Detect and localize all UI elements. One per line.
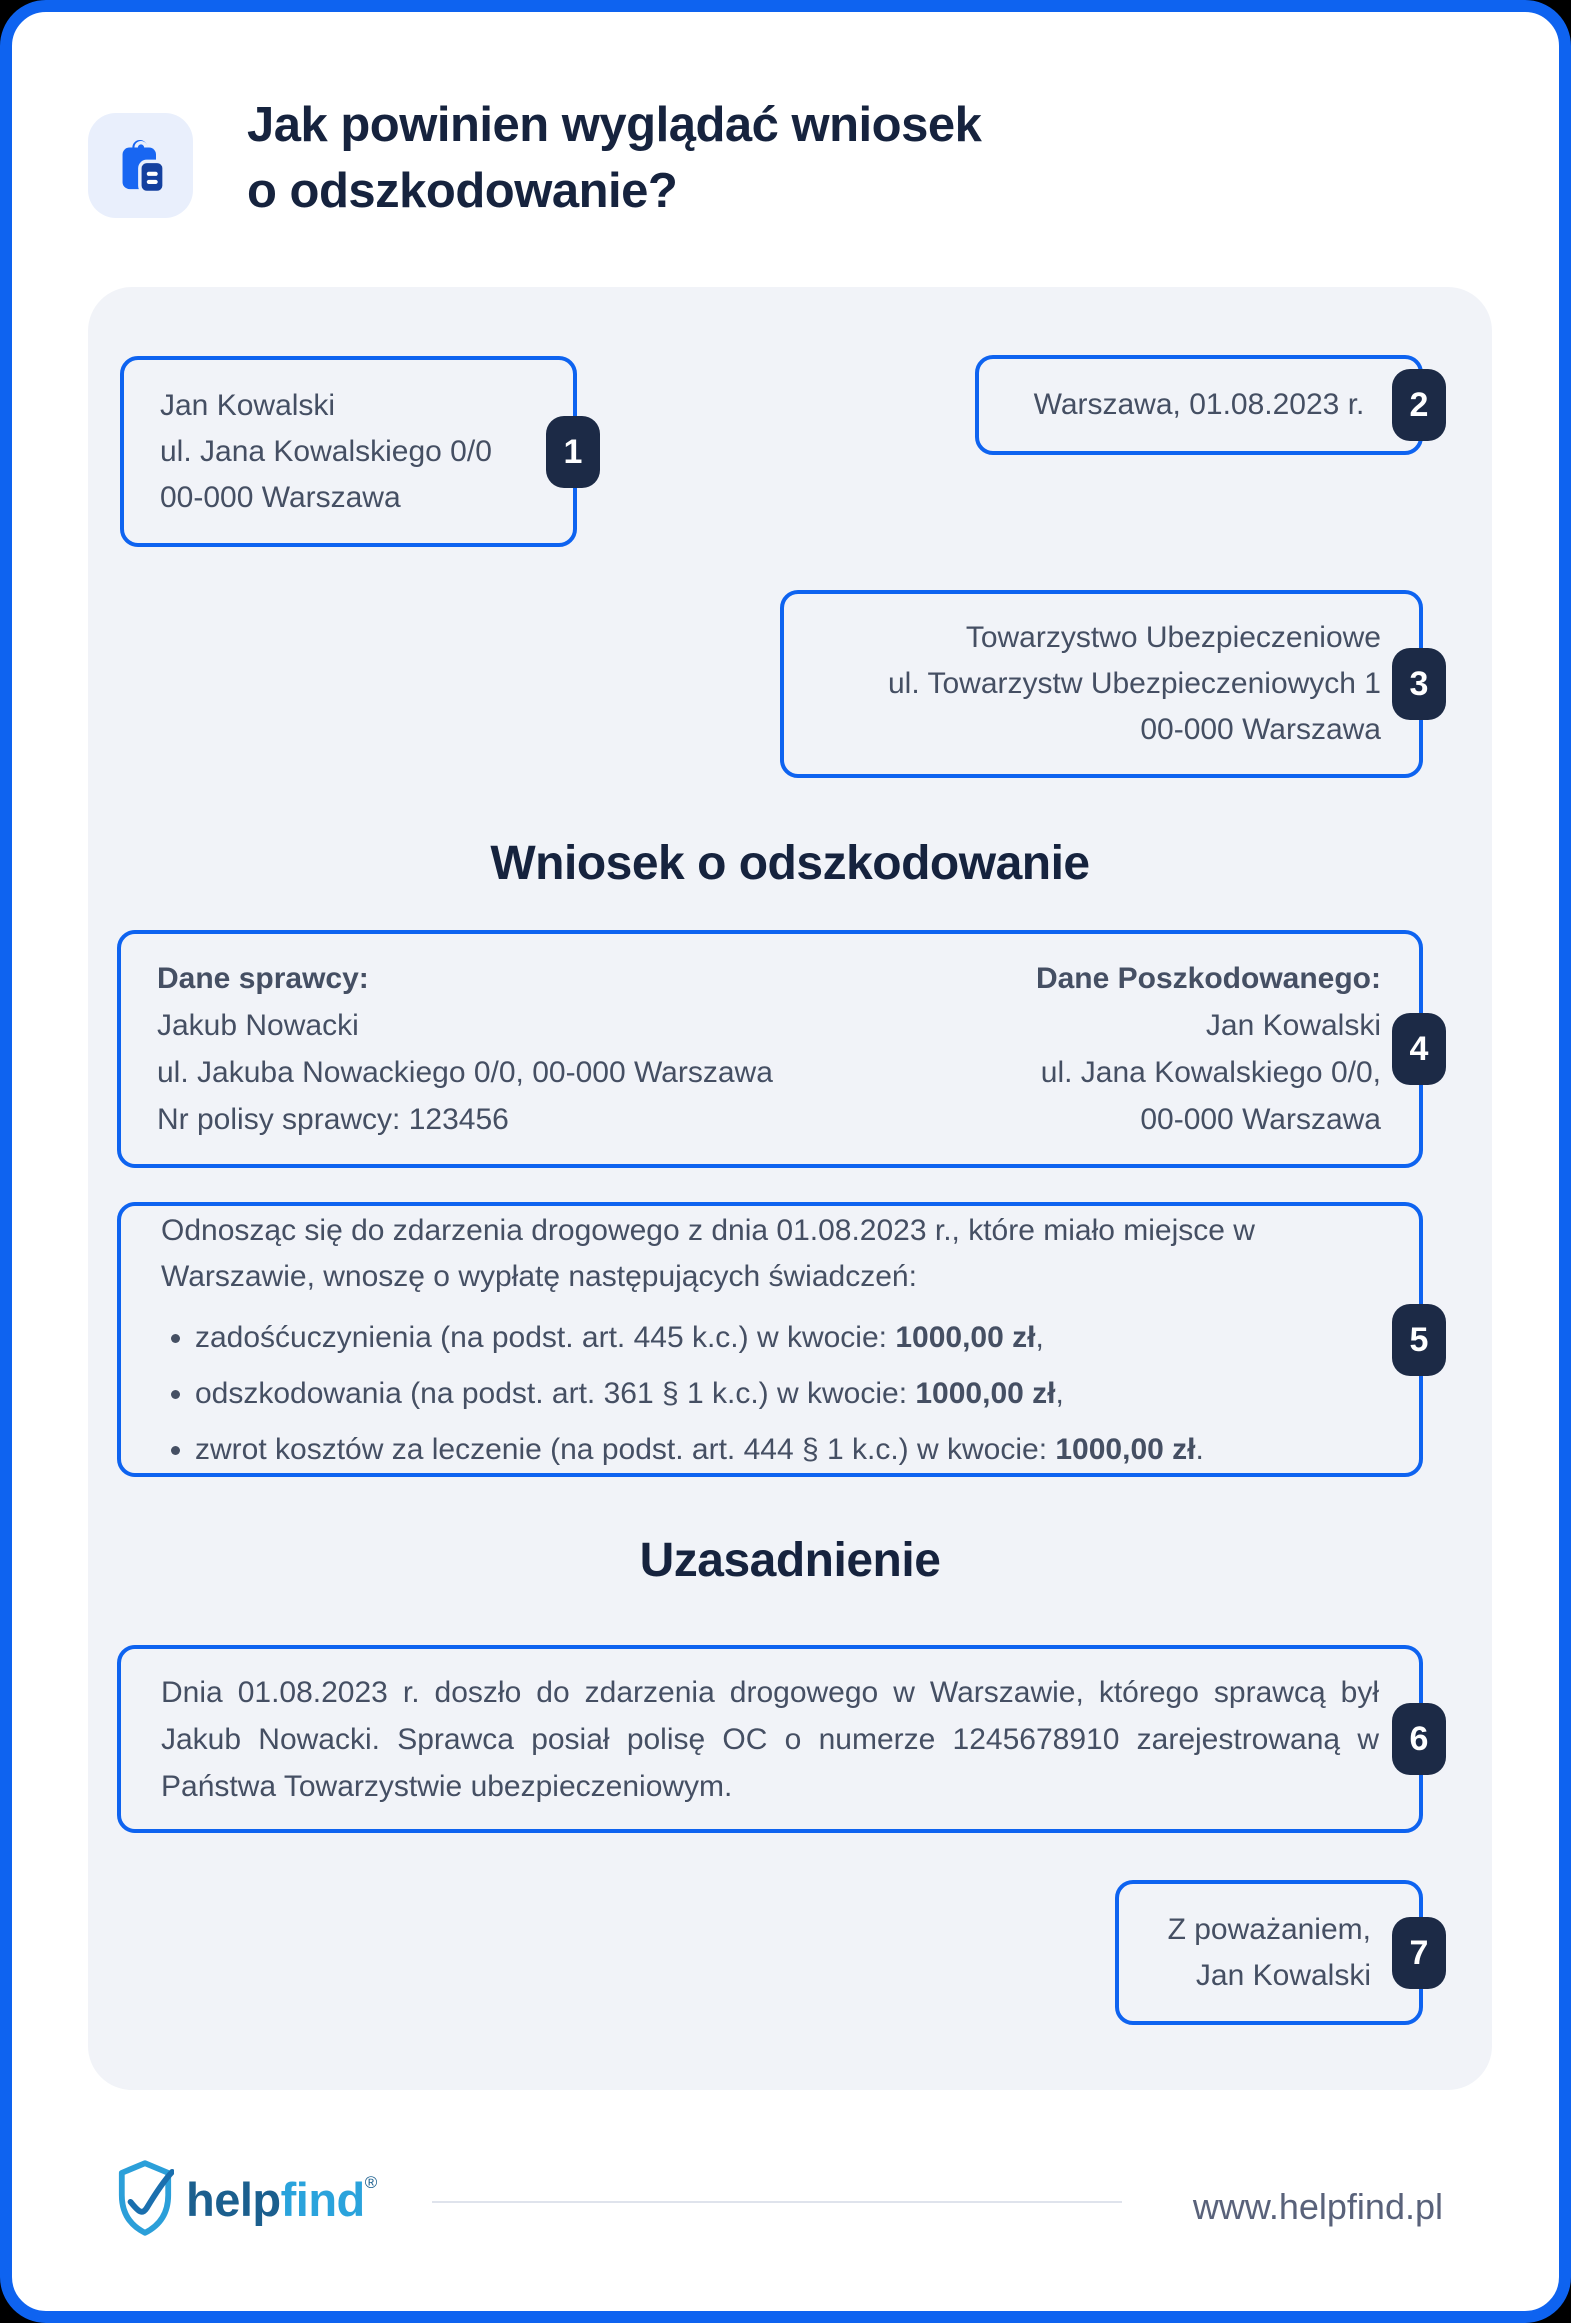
perpetrator-label: Dane sprawcy: [157,962,369,995]
step-badge-1: 1 [546,416,600,488]
page-title-line1: Jak powinien wyglądać wniosek [247,98,982,152]
step-badge-7: 7 [1392,1917,1446,1989]
sender-city: 00-000 Warszawa [160,480,401,514]
signature-name: Jan Kowalski [1195,1958,1371,1992]
claim-item-suffix: , [1055,1376,1064,1410]
footer-url: www.helpfind.pl [1192,2186,1443,2227]
brand-find: find [280,2173,365,2226]
brand-help: help [186,2173,281,2226]
parties-box [117,930,1429,1168]
claim-item-text: odszkodowania (na podst. art. 361 § 1 k.c.) w kwocie: [195,1376,916,1410]
shield-check-icon [116,2158,174,2238]
step-badge-4: 4 [1392,1013,1446,1085]
claim-heading: Wniosek o odszkodowanie [490,837,1090,890]
justification-box [117,1645,1429,1833]
recipient-city: 00-000 Warszawa [1140,713,1381,746]
victim-city: 00-000 Warszawa [1140,1103,1381,1136]
signature-closing: Z poważaniem, [1167,1912,1371,1946]
claim-item-amount: 1000,00 zł [895,1320,1036,1354]
justification-text: Dnia 01.08.2023 r. doszło do zdarzenia drogowego w Warszawie, którego sprawcą był Jakub Nowacki. Sprawca posiał polisę OC o numerze 1245678910 zarejestrowaną w Państwa Towarzystwie ubezpieczeniowym. [161,1675,1379,1803]
registered-mark: ® [364,2173,377,2192]
claim-item-amount: 1000,00 zł [915,1376,1056,1410]
clipboard-icon-glyph [111,136,171,196]
clipboard-icon [88,113,193,218]
footer-divider [432,2201,1122,2203]
recipient-name: Towarzystwo Ubezpieczeniowe [965,621,1381,654]
parties-row-streets [157,1049,1381,1096]
recipient-street: ul. Towarzystw Ubezpieczeniowych 1 [888,667,1381,700]
page-title-line2: o odszkodowanie? [247,164,678,218]
justification-heading: Uzasadnienie [639,1534,941,1587]
claims-box [117,1202,1429,1477]
claim-item [195,1315,1375,1360]
claim-item-text: zadośćuczynienia (na podst. art. 445 k.c.) w kwocie: [195,1320,896,1354]
claim-item-suffix: . [1195,1432,1204,1466]
step-badge-6: 6 [1392,1703,1446,1775]
step-badge-5: 5 [1392,1304,1446,1376]
recipient-address-box [780,590,1429,778]
parties-row-names [157,1002,1381,1049]
victim-label: Dane Poszkodowanego: [1035,962,1381,995]
parties-row-labels [157,955,1381,1002]
date-box [975,355,1429,455]
perpetrator-policy: Nr polisy sprawcy: 123456 [157,1103,509,1136]
claim-item-text: zwrot kosztów za leczenie (na podst. art. 444 § 1 k.c.) w kwocie: [195,1432,1056,1466]
claim-item-suffix: , [1035,1320,1044,1354]
step-badge-3: 3 [1392,648,1446,720]
perpetrator-name: Jakub Nowacki [157,1009,359,1042]
claim-item [195,1371,1375,1416]
sender-address-box [120,356,583,547]
helpfind-logo-text [186,2172,377,2227]
step-badge-2: 2 [1392,369,1446,441]
signature-box [1115,1880,1429,2025]
parties-row-extra [157,1096,1381,1143]
victim-name: Jan Kowalski [1205,1009,1381,1042]
claim-item-amount: 1000,00 zł [1055,1432,1196,1466]
claims-list [161,1304,1375,1472]
victim-street: ul. Jana Kowalskiego 0/0, [1040,1056,1381,1089]
helpfind-shield-icon [116,2158,174,2243]
sender-street: ul. Jana Kowalskiego 0/0 [160,434,492,468]
claim-item [195,1427,1375,1472]
page-title [247,92,1247,224]
document-panel [88,287,1492,2090]
claims-intro: Odnosząc się do zdarzenia drogowego z dnia 01.08.2023 r., które miało miejsce w Warszawie, wnoszę o wypłatę następujących świadczeń: [161,1213,1255,1293]
sender-name: Jan Kowalski [160,388,336,422]
perpetrator-street: ul. Jakuba Nowackiego 0/0, 00-000 Warszawa [157,1056,773,1089]
date-text: Warszawa, 01.08.2023 r. [1033,388,1365,421]
